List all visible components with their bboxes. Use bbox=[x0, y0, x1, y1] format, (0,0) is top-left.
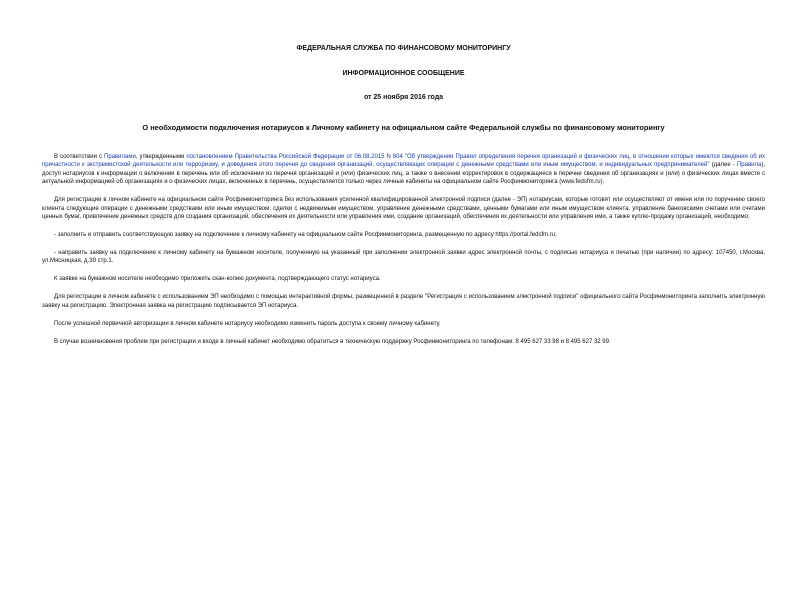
agency-title: ФЕДЕРАЛЬНАЯ СЛУЖБА ПО ФИНАНСОВОМУ МОНИТОРИНГУ bbox=[296, 45, 511, 52]
paragraph-8: В случае возникновения проблем при регистрации и входе в личный кабинет необходимо обратиться в техническую поддержку Росфинмониторинга по телефонам: 8 495 627 33 98 и 8 495 627 32 99. bbox=[54, 338, 611, 345]
rules-link[interactable]: Правилами bbox=[104, 154, 136, 160]
paragraph-6: Для регистрации в личном кабинете с использованием ЭП необходимо с помощью интерактивной формы, размещенной в разделе "Регистрация с использованием электронной подписи" официального сайта Росфинмониторинга заполнить электронную заявку на регистрацию. Электронная заявка на регистрацию подписывается ЭП нотариуса. bbox=[42, 294, 765, 309]
paragraph-5: К заявке на бумажном носителе необходимо приложить скан-копию документа, подтверждающего статус нотариуса. bbox=[54, 276, 381, 283]
government-resolution-link[interactable]: постановлением Правительства Российской Федерации от 06.08.2015 N 804 "Об утверждении Правил определения перечня организаций и физических лиц, в отношении которых имеются сведения об их причастности к экстремистской деятельности или терроризму, и доведения этого перечня до сведения организаций, осуществляющих операции с денежными средствами или иным имуществом, и индивидуальных предпринимателей" bbox=[42, 154, 766, 169]
paragraph-text: ), доступ нотариусов к информации о включении в перечень или об исключении из перечня организаций и (или) физических лиц, а также о внесении корректировок в содержащиеся в перечне сведения об организациях и (или) о физических лицах вместе с актуальной информацией об организациях и о физических лицах, включенных в перечень, осуществляется только через личные кабинеты на официальном сайте Росфинмониторинга (www.fedsfm.ru). bbox=[42, 162, 766, 186]
paragraph-text: , утвержденными bbox=[135, 154, 187, 160]
paragraph-1 bbox=[42, 153, 765, 187]
paragraph-text: В соответствии с bbox=[54, 154, 104, 160]
paragraph-text: (далее - bbox=[709, 162, 737, 169]
document-date: от 25 ноября 2016 года bbox=[363, 94, 444, 101]
paragraph-2: Для регистрации в личном кабинете на официальном сайте Росфинмониторинга без использования усиленной квалифицированной электронной подписи (далее - ЭП) нотариусам, которые готовят или осуществляют от имени или по поручению своего клиента следующие операции с денежными средствами или иным имуществом: сделки с недвижимым имуществом, управление денежными средствами, ценными бумагами или иным имуществом клиента, управление банковскими счетами или счетами ценных бумаг, привлечение денежных средств для создания организаций, обеспечения их деятельности или управления ими, создание организаций, обеспечения их деятельности или управления ими, а также куплю-продажу организаций, необходимо: bbox=[42, 197, 765, 221]
paragraph-3: - заполнить и отправить соответствующую заявку на подключение к личному кабинету на официальном сайте Росфинмониторинга, размещенную по адресу https://portal.fedsfm.ru; bbox=[54, 232, 557, 239]
document-body bbox=[42, 153, 765, 346]
document-type: ИНФОРМАЦИОННОЕ СООБЩЕНИЕ bbox=[342, 70, 465, 77]
paragraph-4: - направить заявку на подключение к личному кабинету на бумажном носителе, полученную на указанный при заполнении электронной заявки адрес электронной почты, с подписью нотариуса и печатью (при наличии) по адресу: 107450, г.Москва, ул.Мясницкая, д.39 стр.1. bbox=[42, 250, 765, 265]
document-page bbox=[0, 44, 807, 615]
paragraph-7: После успешной первичной авторизации в личном кабинете нотариусу необходимо изменить пароль доступа к своему личному кабинету. bbox=[54, 320, 441, 327]
document-topic: О необходимости подключения нотариусов к Личному кабинету на официальном сайте Федеральной службы по финансовому мониторингу bbox=[142, 123, 665, 132]
rules-link-2[interactable]: Правила bbox=[736, 162, 762, 169]
